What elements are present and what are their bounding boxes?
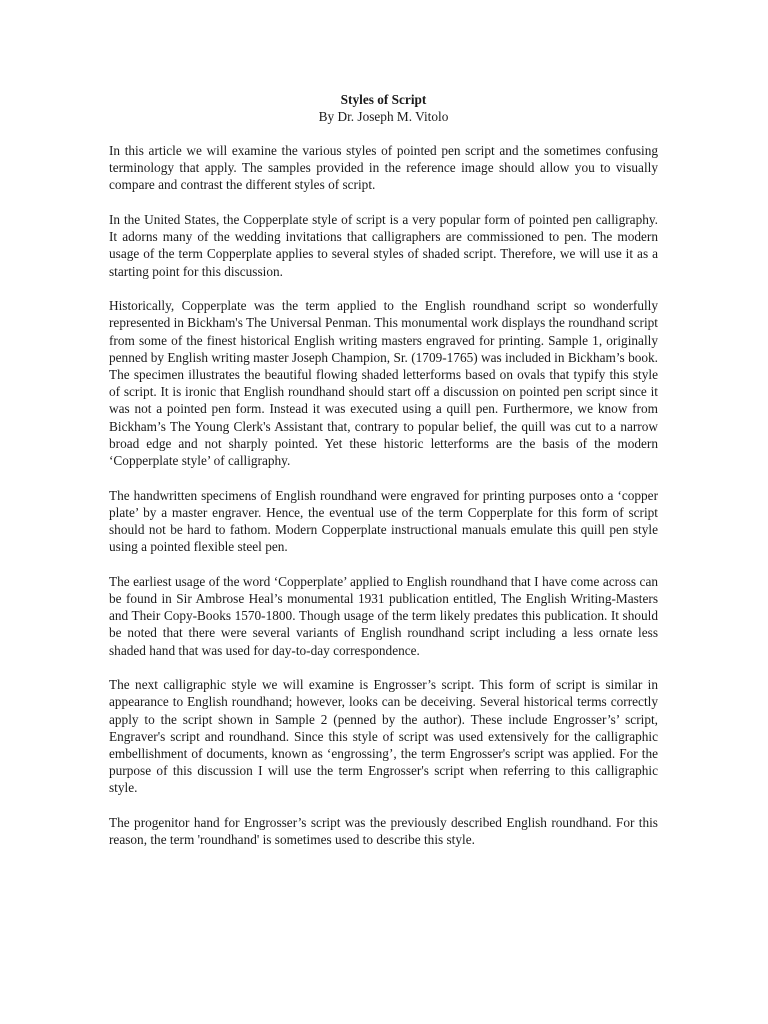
paragraph-progenitor: The progenitor hand for Engrosser’s script was the previously described English roundhand. For this reason, the term 'roundhand' is sometimes used to describe this style.: [109, 815, 658, 848]
paragraph-engraving: The handwritten specimens of English roundhand were engraved for printing purposes onto a ‘copper plate’ by a master engraver. Hence, the eventual use of the term Copperplate for this form of script should not be hard to fathom. Modern Copperplate instructional manuals emulate this quill pen style using a pointed flexible steel pen.: [109, 487, 658, 555]
paragraph-historically: Historically, Copperplate was the term applied to the English roundhand script so wonderfully represented in Bickham's The Universal Penman. This monumental work displays the roundhand script from some of the finest historical English writing masters engraved for printing. Sample 1, originally penned by English writing master Joseph Champion, Sr. (1709-1765) was included in Bickham’s book. The specimen illustrates the beautiful flowing shaded letterforms based on ovals that typify this style of script. It is ironic that English roundhand should start off a discussion on pointed pen script since it was not a pointed pen form. Instead it was executed using a quill pen. Furthermore, we know from Bickham’s The Young Clerk's Assistant that, contrary to popular belief, the quill was cut to a narrow broad edge and not sharply pointed. Yet these historic letterforms are the basis of the modern ‘Copperplate style’ of calligraphy.: [109, 298, 658, 469]
paragraph-engrossers-script: The next calligraphic style we will examine is Engrosser’s script. This form of script is similar in appearance to English roundhand; however, looks can be deceiving. Several historical terms correctly apply to the script shown in Sample 2 (penned by the author). These include Engrosser’s’ script, Engraver's script and roundhand. Since this style of script was used extensively for the calligraphic embellishment of documents, known as ‘engrossing’, the term Engrosser's script was applied. For the purpose of this discussion I will use the term Engrosser's script when referring to this calligraphic style.: [109, 677, 658, 796]
paragraph-copperplate-us: In the United States, the Copperplate style of script is a very popular form of pointed pen calligraphy. It adorns many of the wedding invitations that calligraphers are commissioned to pen. The modern usage of the term Copperplate applies to several styles of shaded script. Therefore, we will use it as a starting point for this discussion.: [109, 212, 658, 279]
paragraph-intro: In this article we will examine the various styles of pointed pen script and the sometimes confusing terminology that apply. The samples provided in the reference image should allow you to visually compare and contrast the different styles of script.: [109, 143, 658, 193]
document-byline: By Dr. Joseph M. Vitolo: [318, 109, 449, 124]
paragraph-earliest-usage: The earliest usage of the word ‘Copperplate’ applied to English roundhand that I have come across can be found in Sir Ambrose Heal’s monumental 1931 publication entitled, The English Writing-Masters and Their Copy-Books 1570-1800. Though usage of the term likely predates this publication. It should be noted that there were several variants of English roundhand script including a less ornate less shaded hand that was used for day-to-day correspondence.: [109, 573, 658, 658]
document-title: Styles of Script: [340, 92, 427, 107]
